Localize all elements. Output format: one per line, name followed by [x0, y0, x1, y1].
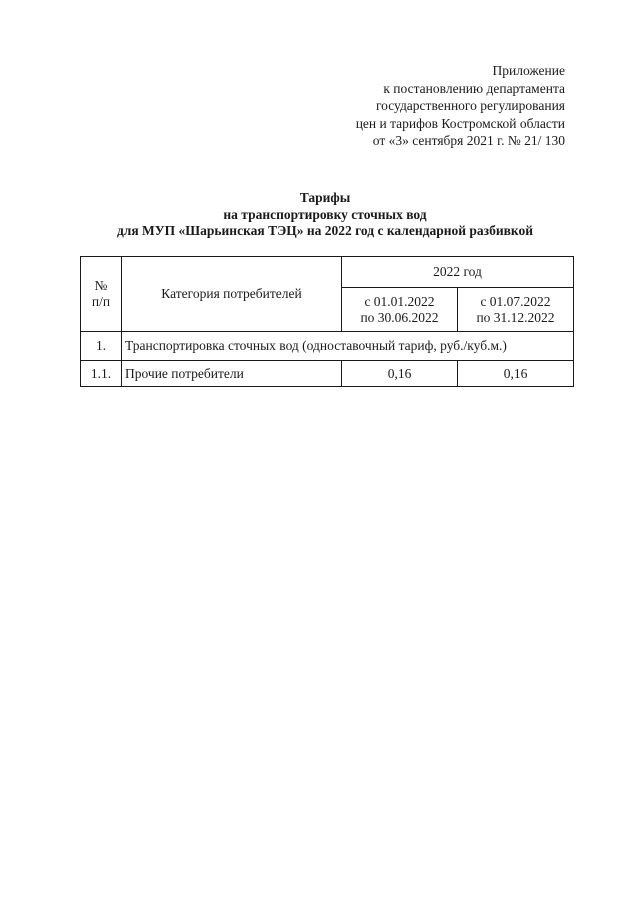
header-year-cell: 2022 год — [342, 257, 574, 288]
group-number: 1. — [81, 332, 122, 361]
row-number: 1.1. — [81, 361, 122, 387]
row-category: Прочие потребители — [122, 361, 342, 387]
annex-line: к постановлению департамента — [383, 80, 565, 96]
title-line: для МУП «Шарьинская ТЭЦ» на 2022 год с календарной разбивкой — [116, 223, 534, 238]
period-1-to: по 30.06.2022 — [360, 309, 439, 325]
group-label: Транспортировка сточных вод (одноставочный тариф, руб./куб.м.) — [122, 332, 574, 361]
annex-line: государственного регулирования — [375, 98, 565, 113]
table-group-row — [81, 332, 574, 361]
title-line: Тарифы — [299, 190, 351, 205]
annex-line: от «3» сентября 2021 г. № 21/ 130 — [372, 133, 565, 148]
annex-line: цен и тарифов Костромской области — [355, 115, 565, 131]
header-number-sign: № — [94, 278, 108, 293]
annex-line: Приложение — [492, 63, 565, 78]
table-row — [81, 361, 574, 387]
period-2-to: по 31.12.2022 — [476, 309, 555, 325]
header-number-cell — [81, 257, 122, 332]
title-line: на транспортировку сточных вод — [223, 206, 427, 222]
header-category-cell: Категория потребителей — [122, 257, 342, 332]
period-1-from: с 01.01.2022 — [364, 293, 435, 309]
document-title — [70, 190, 580, 240]
row-value-period-2: 0,16 — [458, 361, 574, 387]
row-value-period-1: 0,16 — [342, 361, 458, 387]
table-header-row — [81, 257, 574, 288]
header-number-abbr: п/п — [91, 294, 111, 309]
period-2-from: с 01.07.2022 — [480, 293, 551, 309]
header-period-1 — [342, 288, 458, 332]
header-period-2 — [458, 288, 574, 332]
annex-block — [356, 62, 565, 150]
tariff-table — [80, 256, 574, 387]
